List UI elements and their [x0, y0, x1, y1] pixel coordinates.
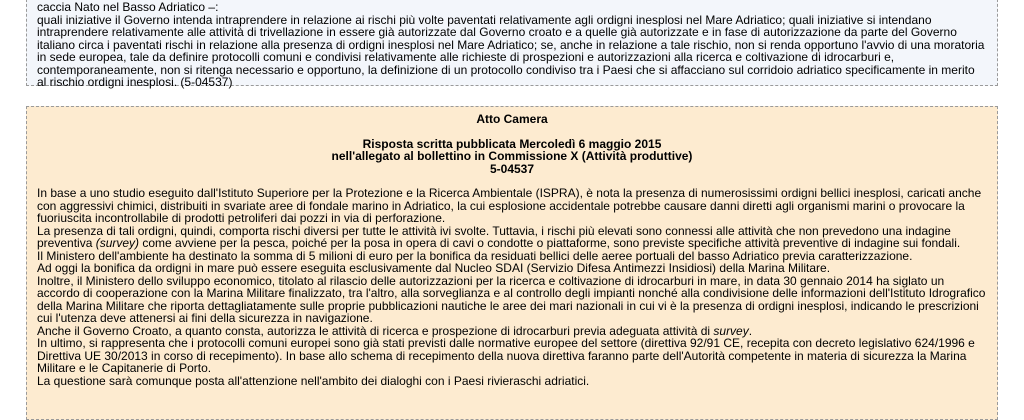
- answer-heading: [37, 138, 987, 176]
- answer-heading-line2: nell'allegato al bollettino in Commissione X (Attività produttive): [331, 149, 693, 163]
- answer-paragraph-7: In ultimo, si rappresenta che i protocolli comuni europei sono già stati previsti dalle normative europee del settore (direttiva 92/91 CE, recepita con decreto legislativo 624/1996 e Direttiva UE 30/2013 in corso di recepimento). In base allo schema di recepimento della nuova direttiva faranno parte dell'Autorità competente in materia di sicurezza la Marina Militare e le Capitanerie di Porto.: [37, 336, 975, 375]
- answer-paragraph-3: Il Ministero dell'ambiente ha destinato la somma di 5 milioni di euro per la bonifica da residuati bellici delle aeree portuali del basso Adriatico previa caratterizzazione.: [37, 248, 913, 263]
- question-lead: caccia Nato nel Basso Adriatico –:: [37, 0, 219, 14]
- answer-paragraph-2-emphasis: (survey): [95, 236, 140, 250]
- answer-paragraph-6-part-b: .: [748, 323, 753, 338]
- answer-paragraph-2-part-a: La presenza di tali ordigni, quindi, comporta rischi diversi per tutte le attività ivi svolte. Tuttavia, i rischi più elevati sono connessi alle attività che non prevedono una indagine preventiva: [37, 223, 951, 250]
- answer-paragraph-4: Ad oggi la bonifica da ordigni in mare può essere eseguita esclusivamente dal Nucleo SDAI (Servizio Difesa Antimezzi Insidiosi) della Marina Militare.: [37, 261, 831, 275]
- answer-paragraph-2-part-b: come avviene per la pesca, poiché per la posa in opera di cavi o condotte o piattaforme, sono previste specifiche attività preventive di indagine sui fondali.: [139, 236, 961, 250]
- answer-title: Atto Camera: [476, 112, 548, 126]
- answer-heading-line3: 5-04537: [489, 161, 535, 176]
- answer-heading-line1: Risposta scritta pubblicata Mercoledì 6 maggio 2015: [362, 136, 662, 151]
- answer-paragraph-6-part-a: Anche il Governo Croato, a quanto consta, autorizza le attività di ricerca e prospezione di idrocarburi previa adeguata attività di: [37, 323, 714, 338]
- answer-paragraph-1: In base a uno studio eseguito dall'Istituto Superiore per la Protezione e la Ricerca Ambientale (ISPRA), è nota la presenza di numerosissimi ordigni bellici inesplosi, caricati anche con aggressivi chimici, distribuiti in svariate aree di fondale marino in Adriatico, la cui esplosione accidentale potrebbe causare danni diretti agli organismi marini o provocare la fuoriuscita incontrollabile di prodotti petroliferi dai pozzi in via di perforazione.: [37, 186, 982, 225]
- answer-body: [37, 187, 987, 387]
- answer-box: [26, 106, 998, 420]
- question-box: [26, 0, 998, 89]
- answer-paragraph-6-emphasis: survey: [713, 323, 749, 338]
- answer-paragraph-5: Inoltre, il Ministero dello sviluppo economico, titolato al rilascio delle autorizzazioni per la ricerca e coltivazione di idrocarburi in mare, in data 30 gennaio 2014 ha siglato un accordo di cooperazione con la Marina Militare finalizzato, tra l'altro, alla sorveglianza e al controllo degli impianti nonché alla condivisione delle informazioni dell'Istituto Idrografico della Marina Militare che riporta dettagliatamente sulle proprie pubblicazioni nautiche le aree dei mari nazionali in cui vi è la presenza di ordigni inesplosi, indicando le prescrizioni cui l'utenza deve attenersi ai fini della sicurezza in navigazione.: [37, 273, 986, 325]
- question-text: quali iniziative il Governo intenda intraprendere in relazione ai rischi più volte paventati relativamente agli ordigni inesplosi nel Mare Adriatico; quali iniziative si intendano intraprendere relativamente alle attività di trivellazione in essere già autorizzate dal Governo croato e a quelle già autorizzate e in fase di autorizzazione da parte del Governo italiano circa i paventati rischi in relazione alla presenza di ordigni inesplosi nel Mare Adriatico; se, anche in relazione a tale rischio, non si renda opportuno l'avvio di una moratoria in sede europea, tale da definire protocolli comuni e condivisi relativamente alle richieste di prospezioni e autorizzazioni alla ricerca e coltivazione di idrocarburi e, contemporaneamente, non si ritenga necessario e opportuno, la definizione di un protocollo condiviso tra i Paesi che si affacciano sul corridoio adriatico specificamente in merito al rischio ordigni inesplosi. (5-04537): [37, 12, 985, 89]
- answer-paragraph-8: La questione sarà comunque posta all'attenzione nell'ambito dei dialoghi con i Paesi rivieraschi adriatici.: [37, 373, 590, 388]
- answer-paragraph-2: [37, 225, 987, 250]
